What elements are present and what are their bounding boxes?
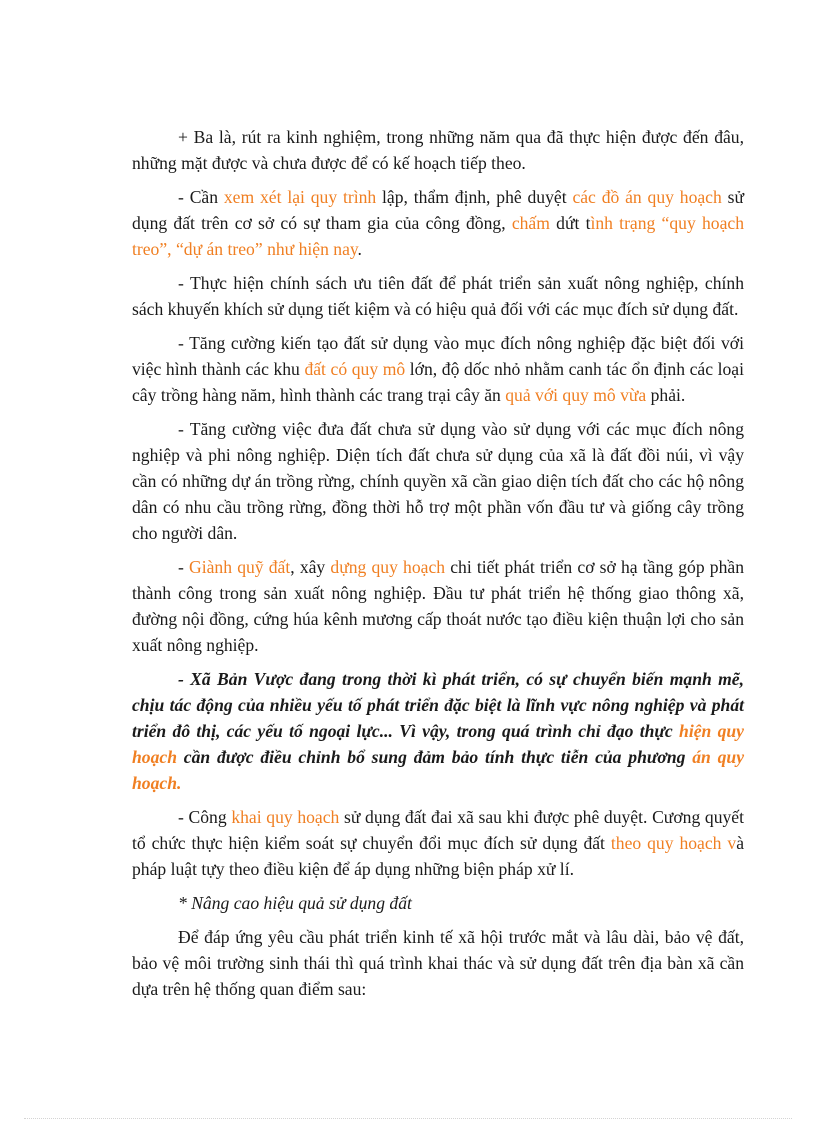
highlight-run: đất có quy mô bbox=[304, 359, 406, 379]
text-run: sử dụng đất đai xã sau khi được phê duyệt. Cương quyết tổ chức thực hiện kiểm soát sự chuyển đổi mục đích sử dụng đất bbox=[132, 807, 744, 853]
highlight-run: chấm bbox=[511, 213, 550, 233]
paragraph-10 bbox=[132, 924, 744, 1002]
highlight-run: khai quy hoạch bbox=[231, 807, 340, 827]
text-run: - Tăng cường kiến tạo đất sử dụng vào mục đích nông nghiệp đặc biệt đối với việc hình thành các khu bbox=[132, 333, 744, 379]
section-heading bbox=[132, 890, 744, 916]
text-run: , xây bbox=[290, 557, 331, 577]
highlight-run: các đồ án quy hoạch bbox=[572, 187, 722, 207]
text-run: - Thực hiện chính sách ưu tiên đất để phát triển sản xuất nông nghiệp, chính sách khuyến khích sử dụng tiết kiệm và có hiệu quả đối với các mục đích sử dụng đất. bbox=[132, 273, 744, 319]
paragraph-1 bbox=[132, 124, 744, 176]
highlight-run: Giành quỹ đất bbox=[189, 557, 291, 577]
text-run: sử dụng đất trên cơ sở có sự tham gia của công đồng, bbox=[132, 187, 745, 233]
highlight-run: án quy hoạch. bbox=[132, 747, 745, 793]
paragraph-8 bbox=[132, 804, 744, 882]
text-run: à pháp luật tựy theo điều kiện để áp dụng những biện pháp xử lí. bbox=[132, 833, 744, 879]
text-run: lớn, độ dốc nhỏ nhằm canh tác ổn định các loại cây trồng hàng năm, hình thành các trang trại cây ăn bbox=[132, 359, 744, 405]
text-run: - bbox=[178, 557, 190, 577]
text-run: * Nâng cao hiệu quả sử dụng đất bbox=[178, 893, 412, 913]
text-run: cần được điều chỉnh bổ sung đảm bảo tính thực tiễn của phương bbox=[176, 747, 693, 767]
highlight-run: theo quy hoạch v bbox=[610, 833, 737, 853]
paragraph-2 bbox=[132, 184, 744, 262]
page-bottom-rule bbox=[24, 1118, 792, 1119]
text-run: - Cần bbox=[178, 187, 224, 207]
highlight-run: hiện quy hoạch bbox=[132, 721, 744, 767]
text-run: + Ba là, rút ra kinh nghiệm, trong những năm qua đã thực hiện được đến đâu, những mặt được và chưa được để có kế hoạch tiếp theo. bbox=[132, 127, 744, 173]
text-run: Để đáp ứng yêu cầu phát triển kinh tế xã hội trước mắt và lâu dài, bảo vệ đất, bảo vệ môi trường sinh thái thì quá trình khai thác và sử dụng đất trên địa bàn xã cần dựa trên hệ thống quan điểm sau: bbox=[132, 927, 744, 999]
text-run: phải. bbox=[646, 385, 686, 405]
highlight-run: ình trạng “quy hoạch treo”, “dự án treo” như hiện nay bbox=[132, 213, 744, 259]
paragraph-6 bbox=[132, 554, 744, 658]
paragraph-3 bbox=[132, 270, 744, 322]
text-run: . bbox=[357, 239, 362, 259]
highlight-run: xem xét lại quy trình bbox=[223, 187, 377, 207]
text-run: - Xã Bản Vược đang trong thời kì phát triển, có sự chuyển biến mạnh mẽ, chịu tác động của nhiều yếu tố phát triển đặc biệt là lĩnh vực nông nghiệp và phát triển đô thị, các yếu tố ngoại lực... Vì vậy, trong quá trình chỉ đạo thực bbox=[132, 669, 744, 741]
text-run: chi tiết phát triển cơ sở hạ tầng góp phần thành công trong sản xuất nông nghiệp. Đầu tư phát triển hệ thống giao thông xã, đường nội đồng, cứng húa kênh mương cấp thoát nước tạo điều kiện thuận lợi cho sản xuất nông nghiệp. bbox=[132, 557, 744, 655]
text-run: - Tăng cường việc đưa đất chưa sử dụng vào sử dụng với các mục đích nông nghiệp và phi nông nghiệp. Diện tích đất chưa sử dụng của xã là đất đồi núi, vì vậy cần có những dự án trồng rừng, chính quyền xã cần giao diện tích đất cho các hộ nông dân có nhu cầu trồng rừng, đồng thời hỗ trợ một phần vốn đầu tư và giống cây trồng cho người dân. bbox=[132, 419, 744, 543]
paragraph-5 bbox=[132, 416, 744, 546]
highlight-run: quả với quy mô vừa bbox=[505, 385, 647, 405]
paragraph-4 bbox=[132, 330, 744, 408]
highlight-run: dựng quy hoạch bbox=[330, 557, 446, 577]
text-run: lập, thẩm định, phê duyệt bbox=[376, 187, 573, 207]
page-body bbox=[132, 124, 744, 1010]
text-run: dứt t bbox=[549, 213, 591, 233]
text-run: - Công bbox=[178, 807, 232, 827]
paragraph-7 bbox=[132, 666, 744, 796]
